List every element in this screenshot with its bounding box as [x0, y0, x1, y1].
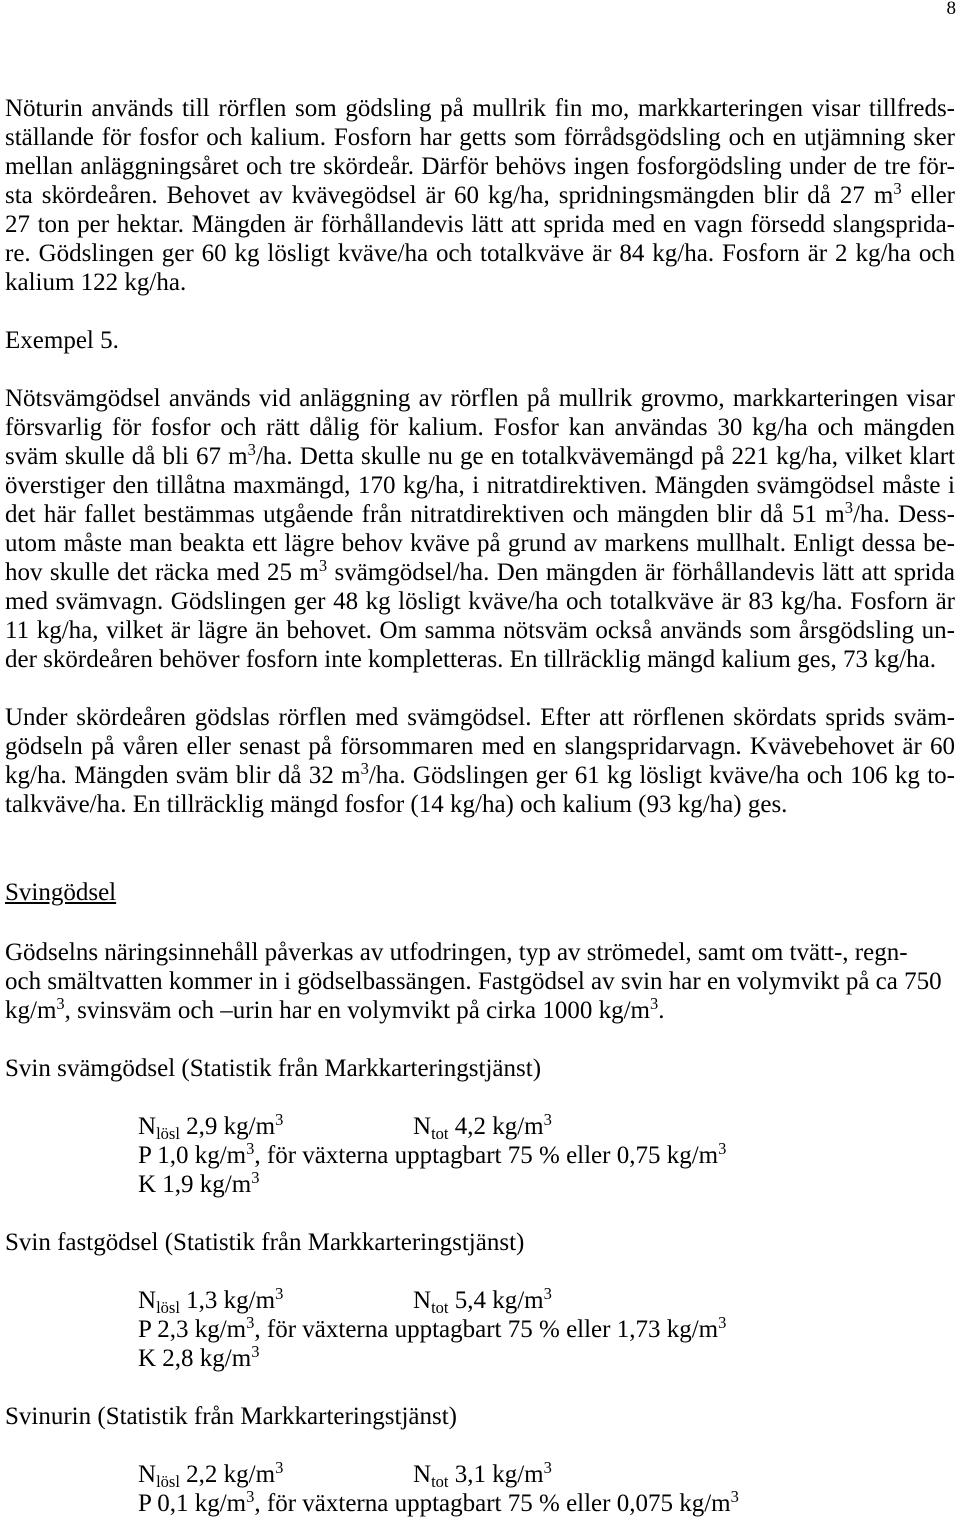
page-number: 8 — [946, 0, 956, 19]
text-line — [5, 471, 955, 500]
text-line — [5, 993, 955, 1025]
superscript: 3 — [275, 1109, 284, 1129]
stat-label-svin-fastgodsel: Svin fastgödsel (Statistik från Markkarteringstjänst) — [5, 1229, 525, 1256]
text-line — [5, 616, 955, 645]
text-run: eller — [901, 182, 955, 209]
text-line — [5, 587, 955, 616]
superscript: 3 — [893, 178, 902, 198]
text-run: svämgödsel/ha. Den mängden är förhållandevis lätt att sprida — [327, 559, 955, 586]
text-run: P 0,1 kg/m — [138, 1490, 247, 1517]
text-run: N — [138, 1461, 157, 1488]
text-line — [5, 94, 955, 123]
superscript: 3 — [543, 1457, 552, 1477]
text-run: 27 ton per hektar. Mängden är förhållandevis lätt att sprida med en vagn försedd slangsprida- — [5, 211, 955, 238]
subscript: lösl — [156, 1123, 180, 1143]
text-line — [5, 268, 955, 297]
text-line — [5, 152, 955, 181]
text-run: sväm skulle då bli 67 m — [5, 443, 248, 470]
n-losl-value — [138, 1283, 413, 1317]
paragraph-example-5 — [5, 384, 955, 674]
text-run: kalium 122 kg/ha. — [5, 269, 187, 296]
stat-label-svinurin: Svinurin (Statistik från Markkarteringstjänst) — [5, 1403, 458, 1430]
text-run: Nöturin används till rörflen som gödsling på mullrik fin mo, markkarteringen visar tillfreds- — [5, 95, 955, 122]
text-run: K 2,8 kg/m — [138, 1345, 252, 1372]
text-line — [5, 967, 955, 996]
subscript: tot — [431, 1297, 449, 1317]
superscript: 3 — [718, 1138, 727, 1158]
text-run: /ha. Detta skulle nu ge en totalkvävemängd på 221 kg/ha, vilket klart — [255, 443, 955, 470]
superscript: 3 — [246, 1138, 255, 1158]
text-run: försvarlig för fosfor och rätt dålig för kalium. Fosfor kan användas 30 kg/ha och mängden — [5, 414, 955, 441]
text-run: 4,2 kg/m — [448, 1113, 544, 1140]
superscript: 3 — [543, 1283, 552, 1303]
text-run: N — [413, 1461, 432, 1488]
stat-label-svin-svamgodsel: Svin svämgödsel (Statistik från Markkarteringstjänst) — [5, 1055, 542, 1082]
superscript: 3 — [251, 1167, 260, 1187]
n-losl-value — [138, 1457, 413, 1491]
text-run: 11 kg/ha, vilket är lägre än behovet. Om samma nötsväm också används som årsgödsling un- — [5, 617, 955, 644]
text-line — [5, 703, 955, 732]
superscript: 3 — [649, 993, 659, 1013]
subscript: lösl — [156, 1297, 180, 1317]
nitrogen-row — [138, 1283, 955, 1317]
superscript: 3 — [275, 1457, 284, 1477]
text-run: 3,1 kg/m — [448, 1461, 544, 1488]
text-run: re. Gödslingen ger 60 kg lösligt kväve/ha och totalkväve är 84 kg/ha. Fosforn är 2 kg/ha och — [5, 240, 955, 267]
k-value — [138, 1341, 955, 1373]
text-line — [5, 555, 955, 587]
text-run: det här fallet bestämmas utgående från nitratdirektiven och mängden blir då 51 m — [5, 501, 845, 528]
text-run: Under skördeåren gödslas rörflen med svämgödsel. Efter att rörflenen skördats sprids sväm- — [5, 704, 955, 731]
text-run: P 2,3 kg/m — [138, 1316, 247, 1343]
text-line — [5, 645, 955, 674]
subscript: tot — [431, 1471, 449, 1491]
text-run: 1,3 kg/m — [179, 1287, 276, 1314]
p-value — [138, 1312, 955, 1344]
nitrogen-row — [138, 1109, 955, 1143]
text-run: , för växterna upptagbart 75 % eller 0,075 kg/m — [254, 1490, 731, 1517]
text-run: kg/m — [5, 997, 57, 1024]
n-losl-value — [138, 1109, 413, 1143]
text-line — [5, 938, 955, 967]
text-run: K 1,9 kg/m — [138, 1171, 252, 1198]
superscript: 3 — [251, 1341, 260, 1361]
text-line — [5, 439, 955, 471]
subscript: lösl — [156, 1471, 180, 1491]
text-run: /ha. Gödslingen ger 61 kg lösligt kväve/ha och 106 kg to- — [368, 762, 955, 789]
k-value — [138, 1167, 955, 1199]
text-run: Nötsvämgödsel används vid anläggning av rörflen på mullrik grovmo, markkarteringen visar — [5, 385, 955, 412]
document-page — [5, 94, 955, 1518]
section-heading-svingodsel: Svingödsel — [5, 879, 117, 906]
text-run: /ha. Dess- — [852, 501, 955, 528]
example-label: Exempel 5. — [5, 327, 119, 354]
values-svin-fastgodsel — [5, 1283, 955, 1373]
paragraph-svingodsel — [5, 938, 955, 1025]
paragraph-noturin — [5, 94, 955, 297]
text-run: talkväve/ha. En tillräcklig mängd fosfor (14 kg/ha) och kalium (93 kg/ha) ges. — [5, 791, 788, 818]
n-tot-value — [413, 1283, 552, 1317]
superscript: 3 — [360, 758, 369, 778]
superscript: 3 — [247, 439, 256, 459]
text-run: 2,9 kg/m — [179, 1113, 276, 1140]
text-run: överstiger den tillåtna maxmängd, 170 kg/ha, i nitratdirektiven. Mängden svämgödsel måste i — [5, 472, 955, 499]
superscript: 3 — [275, 1283, 284, 1303]
text-run: hov skulle det räcka med 25 m — [5, 559, 319, 586]
text-line — [5, 210, 955, 239]
paragraph-harvest-years — [5, 703, 955, 819]
text-run: . — [658, 997, 665, 1024]
nitrogen-row — [138, 1457, 955, 1491]
text-run: gödseln på våren eller senast på försommaren med en slangspridarvagn. Kvävebehovet är 60 — [5, 733, 955, 760]
text-run: mellan anläggningsåret och tre skördeår. Därför behövs ingen fosforgödsling under de tre för- — [5, 153, 955, 180]
values-svin-svamgodsel — [5, 1109, 955, 1199]
n-tot-value — [413, 1109, 552, 1143]
text-run: 5,4 kg/m — [448, 1287, 544, 1314]
text-run: der skördeåren behöver fosforn inte kompletteras. En tillräcklig mängd kalium ges, 73 kg/ha. — [5, 646, 936, 673]
text-line — [5, 384, 955, 413]
text-run: ställande för fosfor och kalium. Fosforn har getts som förrådsgödsling och en utjämning sker — [5, 124, 955, 151]
text-line — [5, 790, 955, 819]
text-line — [5, 758, 955, 790]
n-tot-value — [413, 1457, 552, 1491]
superscript: 3 — [730, 1486, 739, 1506]
text-run: P 1,0 kg/m — [138, 1142, 247, 1169]
text-run: och smältvatten kommer in i gödselbassängen. Fastgödsel av svin har en volymvikt på ca 750 — [5, 968, 942, 995]
text-line — [5, 413, 955, 442]
superscript: 3 — [318, 555, 328, 575]
text-line — [5, 239, 955, 268]
subscript: tot — [431, 1123, 449, 1143]
text-run: N — [138, 1287, 157, 1314]
values-svinurin — [5, 1457, 955, 1518]
text-run: N — [413, 1287, 432, 1314]
text-line — [5, 732, 955, 761]
text-line — [5, 178, 955, 210]
text-run: N — [413, 1113, 432, 1140]
text-line — [5, 529, 955, 558]
text-run: N — [138, 1113, 157, 1140]
text-run: med svämvagn. Gödslingen ger 48 kg lösligt kväve/ha och totalkväve är 83 kg/ha. Fosforn är — [5, 588, 955, 615]
superscript: 3 — [543, 1109, 552, 1129]
superscript: 3 — [246, 1486, 255, 1506]
superscript: 3 — [844, 497, 853, 517]
text-line — [5, 123, 955, 152]
text-line — [5, 497, 955, 529]
text-run: utom måste man beakta ett lägre behov kväve på grund av markens mullhalt. Enligt dessa be- — [5, 530, 955, 557]
text-run: kg/ha. Mängden sväm blir då 32 m — [5, 762, 361, 789]
superscript: 3 — [246, 1312, 255, 1332]
superscript: 3 — [718, 1312, 727, 1332]
text-run: sta skördeåren. Behovet av kvävegödsel är 60 kg/ha, spridningsmängden blir då 27 m — [5, 182, 894, 209]
text-run: , svinsväm och –urin har en volymvikt på cirka 1000 kg/m — [64, 997, 650, 1024]
text-run: , för växterna upptagbart 75 % eller 1,73 kg/m — [254, 1316, 719, 1343]
p-value — [138, 1486, 955, 1518]
text-run: , för växterna upptagbart 75 % eller 0,75 kg/m — [254, 1142, 719, 1169]
superscript: 3 — [56, 993, 65, 1013]
text-run: Gödselns näringsinnehåll påverkas av utfodringen, typ av strömedel, samt om tvätt-, regn- — [5, 939, 908, 966]
p-value — [138, 1138, 955, 1170]
text-run: 2,2 kg/m — [179, 1461, 276, 1488]
